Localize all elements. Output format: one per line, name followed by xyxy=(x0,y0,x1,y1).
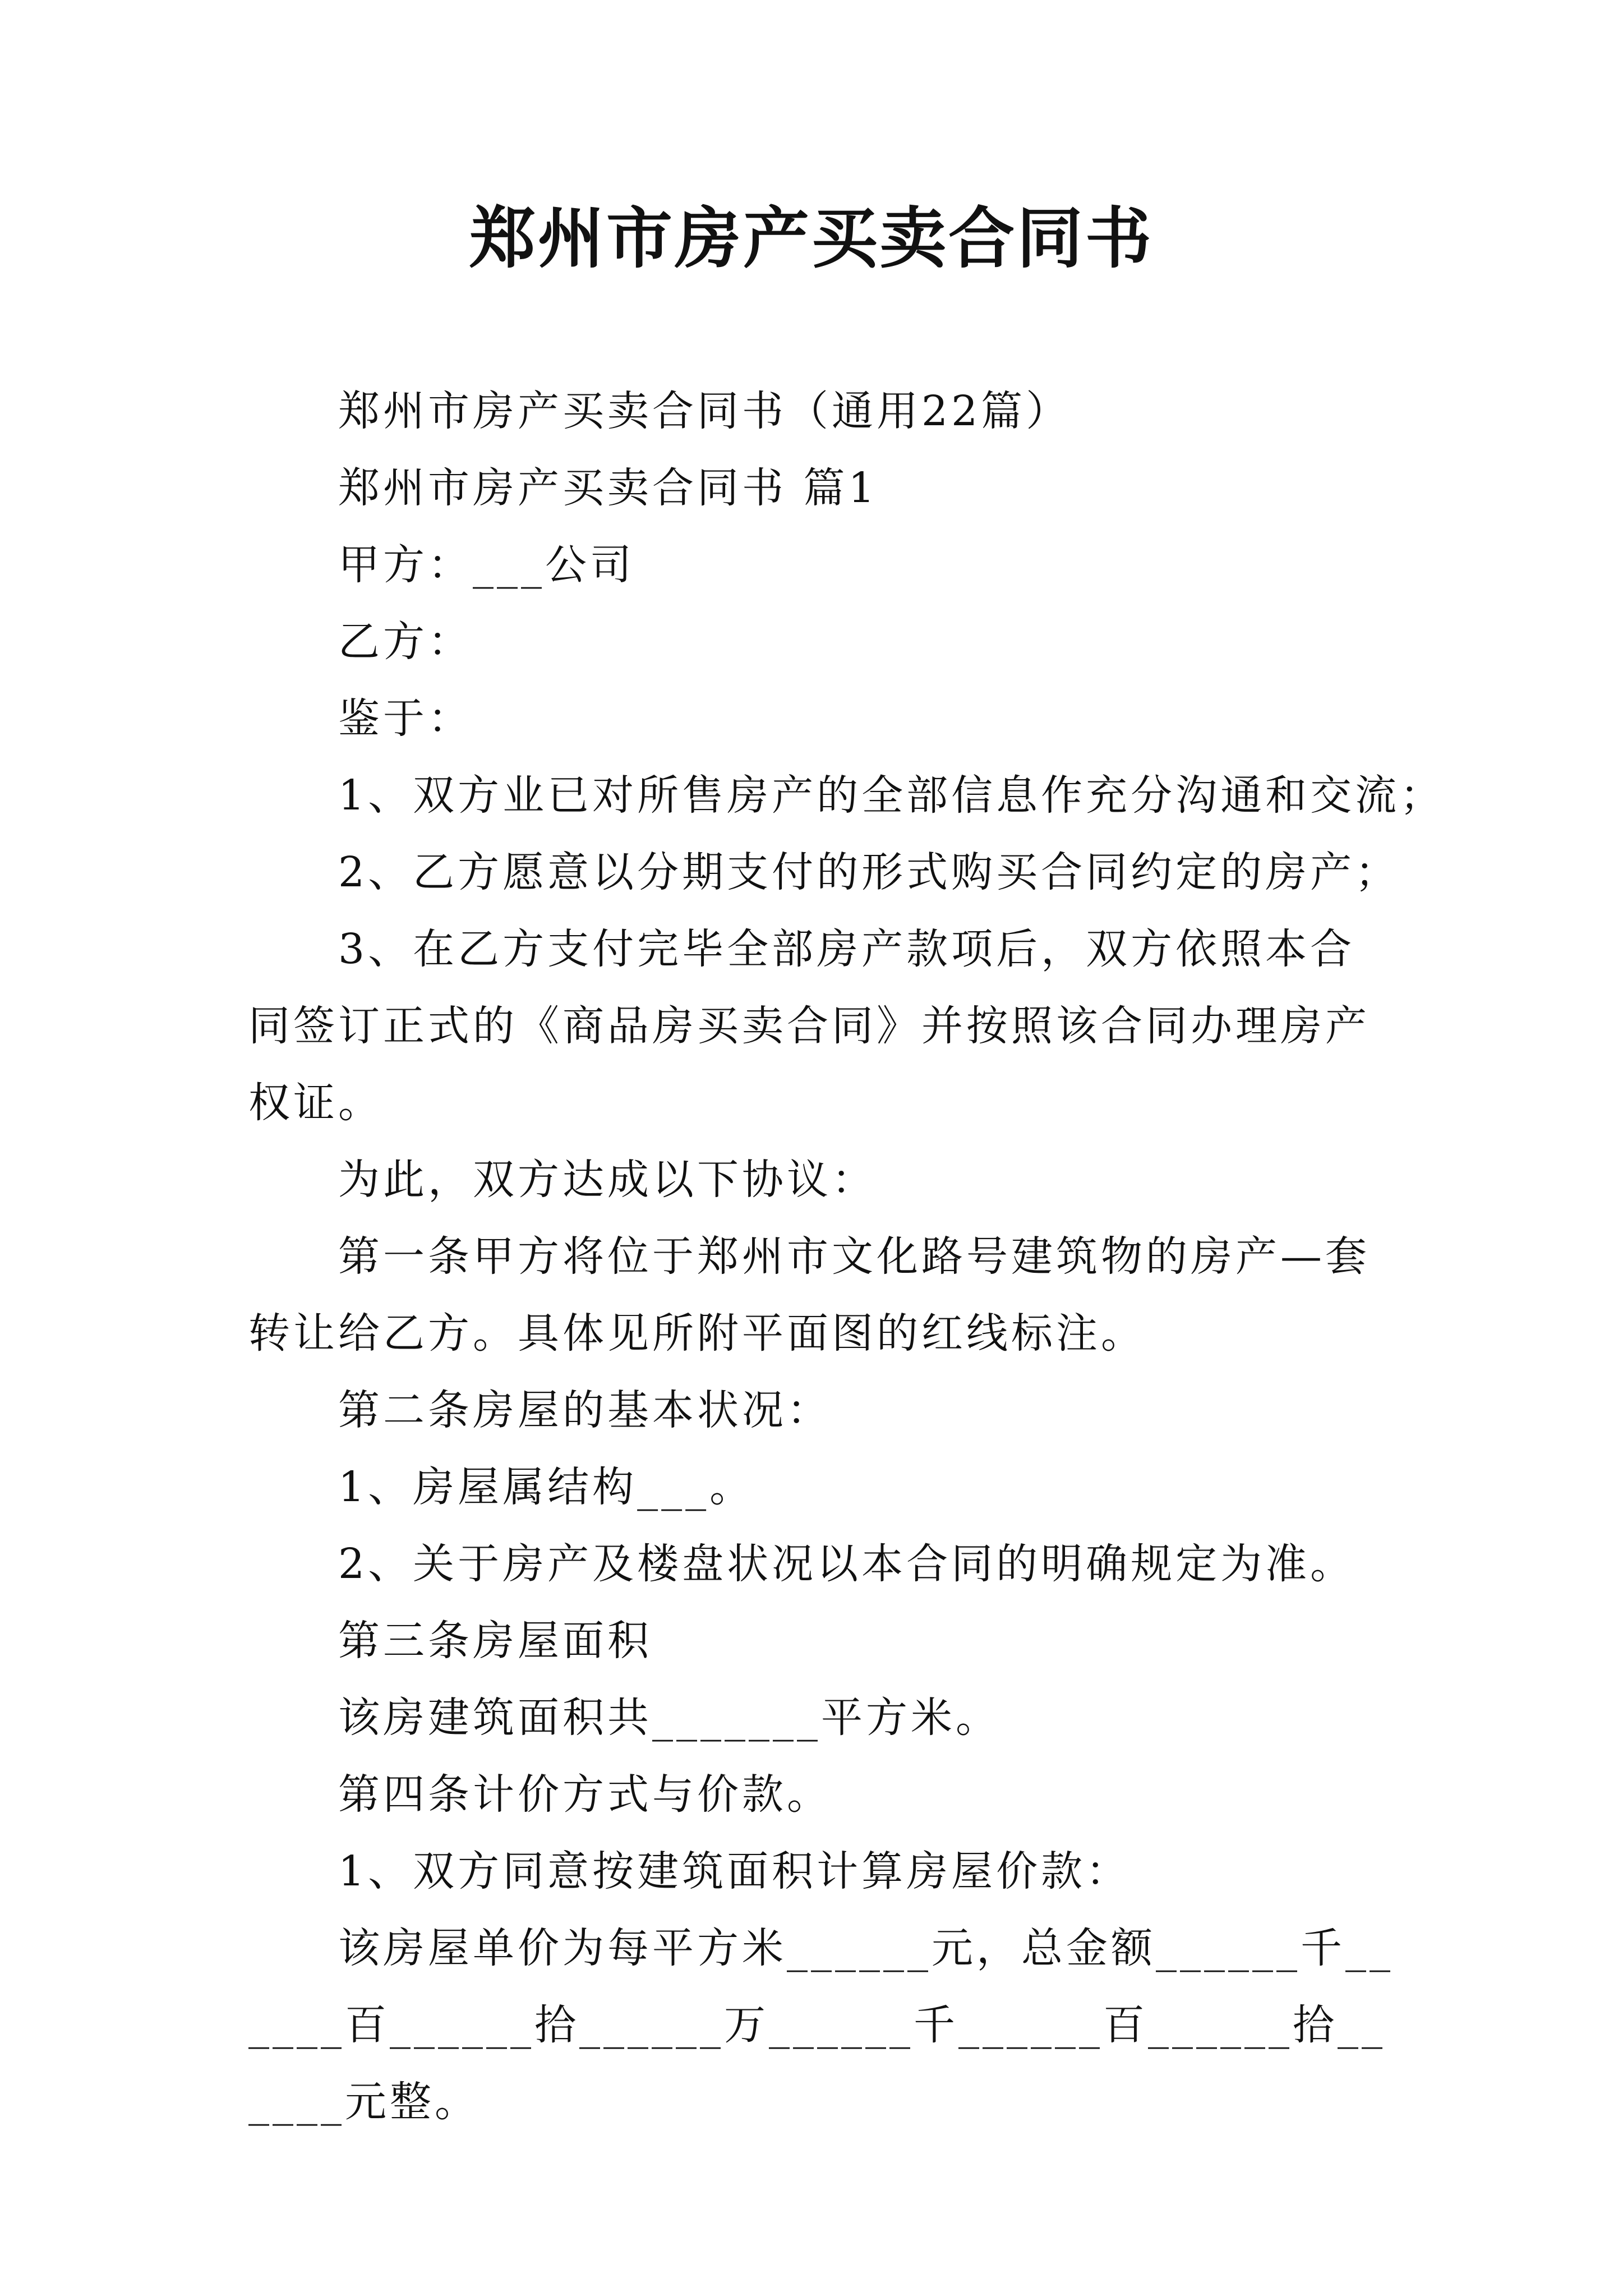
paragraph-article-2-item-2: 2、关于房产及楼盘状况以本合同的明确规定为准。 xyxy=(338,1540,1355,1588)
paragraph-article-2-item-1: 1、房屋属结构___。 xyxy=(338,1463,755,1511)
paragraph-article-4-item-1: 1、双方同意按建筑面积计算房屋价款： xyxy=(338,1847,1131,1895)
document-body xyxy=(248,373,1445,2141)
paragraph-article-3: 第三条房屋面积 xyxy=(338,1617,652,1665)
paragraph-section-heading: 郑州市房产买卖合同书 篇1 xyxy=(338,464,878,512)
paragraph-party-a: 甲方：___公司 xyxy=(338,541,635,589)
paragraph-whereas-2: 2、乙方愿意以分期支付的形式购买合同约定的房产； xyxy=(338,848,1400,896)
paragraph-agreement-intro: 为此，双方达成以下协议： xyxy=(338,1156,877,1204)
paragraph-party-b: 乙方： xyxy=(338,618,473,666)
paragraph-whereas-3: 3、在乙方支付完毕全部房产款项后，双方依照本合同签订正式的《商品房买卖合同》并按照该合同办理房产权证。 xyxy=(248,925,1370,1127)
paragraph-subtitle: 郑州市房产买卖合同书（通用22篇） xyxy=(338,387,1071,435)
paragraph-article-4-price: 该房屋单价为每平方米______元，总金额______千______百______拾______万______千______百______拾______元整。 xyxy=(248,1924,1394,2126)
document-title: 郑州市房产买卖合同书 xyxy=(469,199,1154,277)
paragraph-whereas: 鉴于： xyxy=(338,694,473,743)
paragraph-article-2: 第二条房屋的基本状况： xyxy=(338,1386,832,1434)
paragraph-article-4: 第四条计价方式与价款。 xyxy=(338,1770,832,1819)
paragraph-article-1: 第一条甲方将位于郑州市文化路号建筑物的房产—套转让给乙方。具体见所附平面图的红线标注。 xyxy=(248,1232,1370,1358)
paragraph-article-3-area: 该房建筑面积共_______平方米。 xyxy=(338,1694,1000,1742)
paragraph-whereas-1: 1、双方业已对所售房产的全部信息作充分沟通和交流； xyxy=(338,771,1445,820)
